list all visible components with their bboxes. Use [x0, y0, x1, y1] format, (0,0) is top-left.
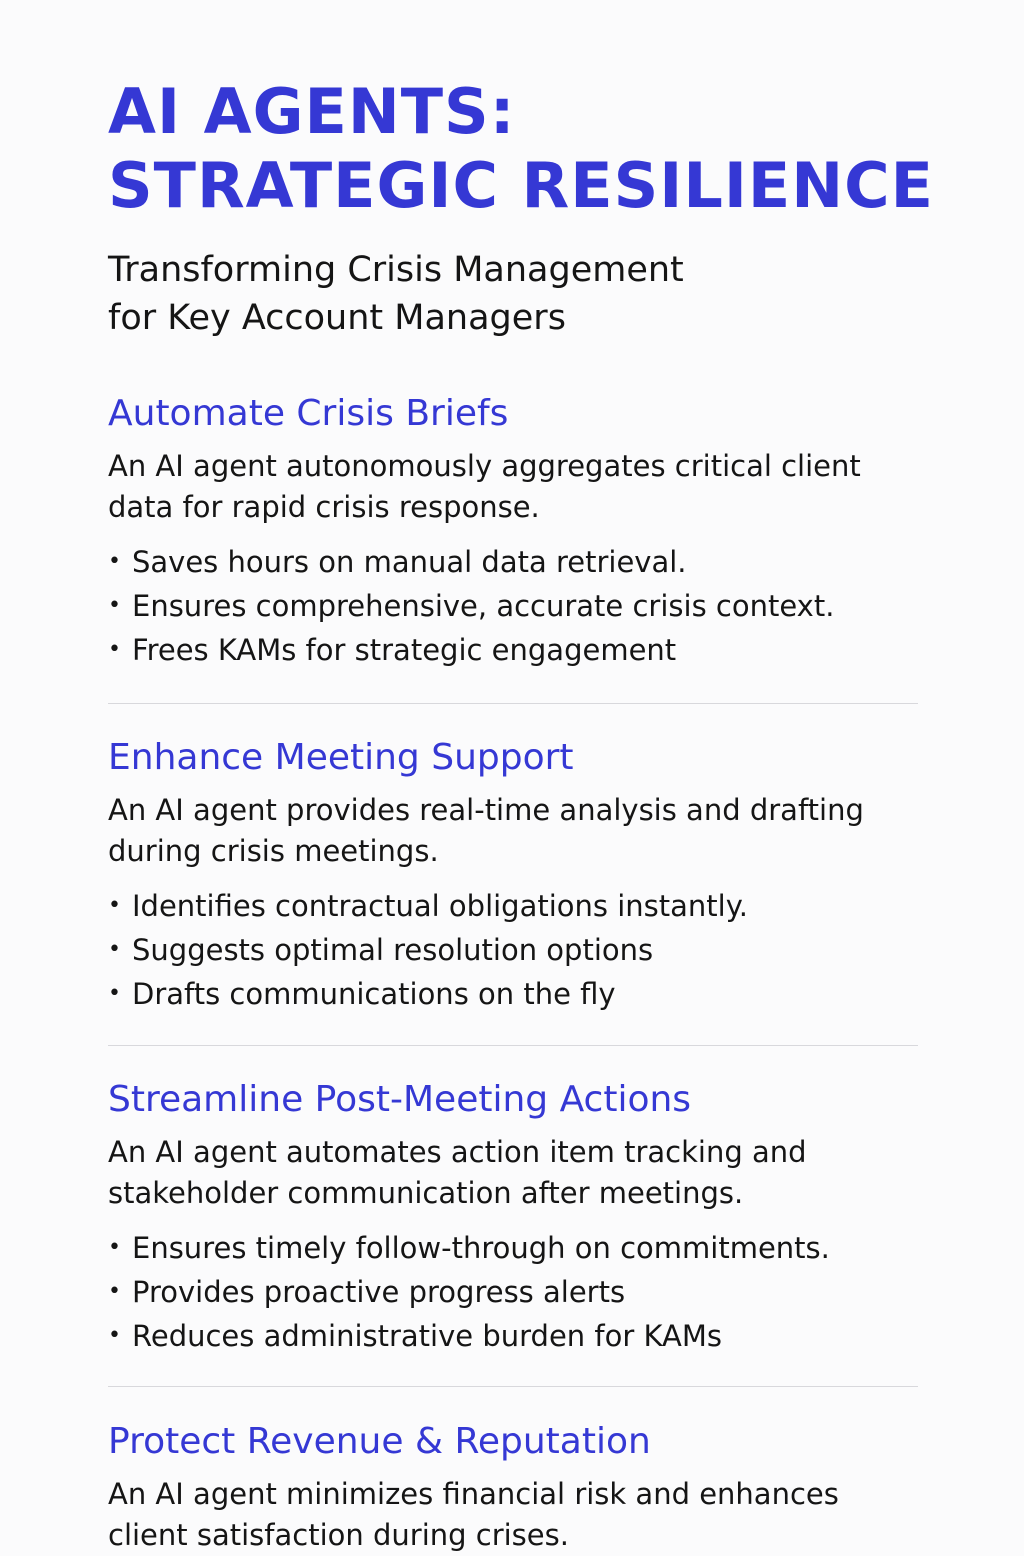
section-enhance-meeting-support — [108, 736, 918, 1016]
bullet-icon: • — [108, 981, 121, 1006]
list-item — [108, 540, 918, 584]
bullet-icon: • — [108, 1279, 121, 1304]
section-streamline-post-meeting-actions — [108, 1078, 918, 1358]
section-description: An AI agent autonomously aggregates critical client data for rapid crisis response. — [108, 449, 861, 524]
section-description: An AI agent minimizes financial risk and enhances client satisfaction during crises. — [108, 1477, 839, 1552]
section-description: An AI agent automates action item tracking and stakeholder communication after meetings. — [108, 1135, 807, 1210]
bullet-icon: • — [108, 637, 121, 662]
page-subtitle — [108, 246, 684, 342]
list-item — [108, 584, 918, 628]
bullet-list — [108, 540, 918, 672]
subtitle-line-1: Transforming Crisis Management — [108, 250, 684, 290]
list-item-text: Ensures timely follow-through on commitments. — [132, 1231, 830, 1265]
list-item — [108, 972, 918, 1016]
page-title — [108, 75, 934, 223]
list-item — [108, 884, 918, 928]
infographic-page — [108, 0, 935, 1552]
list-item-text: Ensures comprehensive, accurate crisis context. — [132, 589, 835, 623]
list-item-text: Reduces administrative burden for KAMs — [132, 1319, 722, 1353]
section-divider — [108, 1386, 918, 1387]
list-item-text: Identifies contractual obligations instantly. — [132, 889, 748, 923]
section-divider — [108, 703, 918, 704]
list-item — [108, 928, 918, 972]
bullet-list — [108, 1226, 918, 1358]
section-heading: Streamline Post-Meeting Actions — [108, 1079, 692, 1120]
bullet-icon: • — [108, 549, 121, 574]
section-heading: Protect Revenue & Reputation — [108, 1421, 651, 1462]
list-item-text: Frees KAMs for strategic engagement — [132, 633, 677, 667]
section-heading: Automate Crisis Briefs — [108, 393, 509, 434]
list-item — [108, 1270, 918, 1314]
subtitle-line-2: for Key Account Managers — [108, 298, 566, 338]
section-description: An AI agent provides real-time analysis and drafting during crisis meetings. — [108, 793, 864, 868]
list-item — [108, 628, 918, 672]
bullet-icon: • — [108, 593, 121, 618]
section-heading: Enhance Meeting Support — [108, 737, 574, 778]
list-item-text: Saves hours on manual data retrieval. — [132, 545, 687, 579]
bullet-icon: • — [108, 1323, 121, 1348]
title-line-2: STRATEGIC RESILIENCE — [108, 149, 935, 222]
list-item-text: Provides proactive progress alerts — [132, 1275, 626, 1309]
list-item-text: Suggests optimal resolution options — [132, 933, 654, 967]
list-item-text: Drafts communications on the fly — [132, 977, 616, 1011]
bullet-icon: • — [108, 1235, 121, 1260]
section-divider — [108, 1045, 918, 1046]
list-item — [108, 1226, 918, 1270]
title-line-1: AI AGENTS: — [108, 75, 516, 148]
bullet-icon: • — [108, 937, 121, 962]
bullet-list — [108, 884, 918, 1016]
section-automate-crisis-briefs — [108, 392, 918, 672]
list-item — [108, 1314, 918, 1358]
bullet-icon: • — [108, 893, 121, 918]
